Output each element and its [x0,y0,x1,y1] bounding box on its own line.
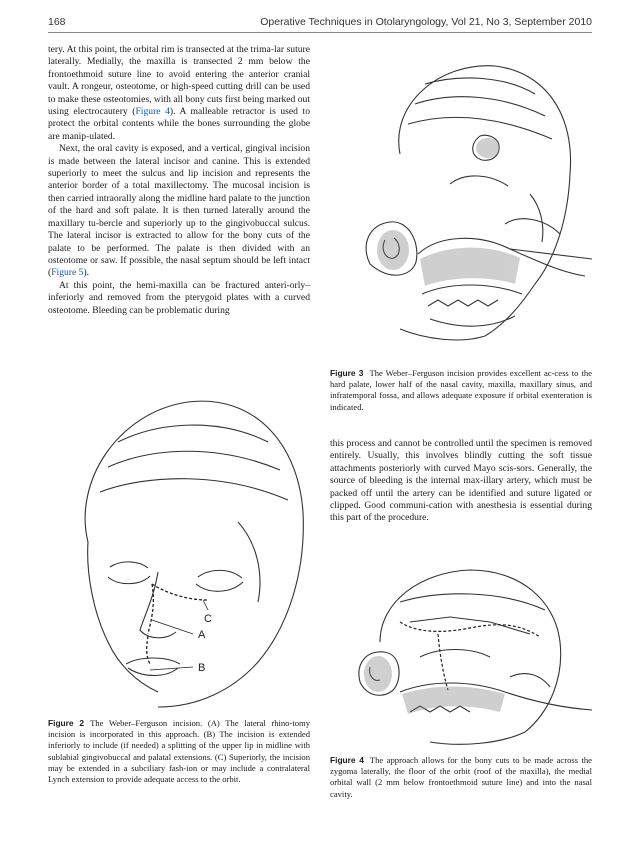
figure-4-label: Figure 4 [330,755,364,765]
figure-2-marker-b: B [198,662,206,674]
body-paragraph [48,280,310,317]
body-paragraph [48,44,310,143]
page-number: 168 [48,16,66,28]
figure-2-illustration [48,372,313,712]
figure-3-illustration [330,44,592,360]
figure-2-caption [48,718,310,785]
body-text: Next, the oral cavity is exposed, and a vertical, gingival incision is made between the lateral incisor and canine. This is extended superiorly to meet the sulcus and lip incision and represents the anterior border of a total maxillectomy. The mucosal incision is then carried intraorally along the midline hard palate to the junction of the hard and soft palate. It is then turned laterally around the maxillary tu-bercle and superiorly up to the gingivobuccal sulcus. The lateral incisor is extracted to allow for the bony cuts of the palate to be performed. The palate is then divided with an osteotome or saw. If possible, the nasal septum should be left intact ( [48,143,310,279]
header-rule [48,32,592,33]
figure-4-illustration [340,562,592,747]
body-text: ). A malleable retractor is used to protect the orbital contents while the bones surrounding the globe are manip-ulated. [48,106,311,142]
figure-2-marker-a: A [198,629,206,641]
figure-4-caption [330,755,592,800]
figure-2-marker-c: C [204,613,212,625]
right-column-text [330,438,592,525]
body-text: At this point, the hemi-maxilla can be fractured anteri-orly–inferiorly and removed from the pterygoid plates with a curved osteotome. Bleeding can be problematic during [48,279,310,316]
figure-reference-link[interactable]: Figure 5 [51,267,84,279]
figure-3-caption [330,368,592,413]
body-paragraph [48,143,310,279]
journal-citation: Operative Techniques in Otolaryngology, Vol 21, No 3, September 2010 [260,16,592,28]
figure-4-caption-text: The approach allows for the bony cuts to be made across the zygoma laterally, the floor of the orbit (roof of the maxilla), the medial orbital wall (2 mm below frontoethmoid suture line) and into the nasal cavity. [330,755,592,799]
figure-2-label: Figure 2 [48,718,85,728]
figure-3-label: Figure 3 [330,368,364,378]
body-text: tery. At this point, the orbital rim is transected at the trima-lar suture laterally. Medially, the maxilla is transected 2 mm below the frontoethmoid suture line to avoid entering the anterior cranial vault. A rongeur, osteotome, or high-speed cutting drill can be used to make these osteotomies, with all bony cuts first being marked out using electrocautery ( [48,44,310,118]
figure-3-caption-text: The Weber–Ferguson incision provides excellent ac-cess to the hard palate, lower half of the nasal cavity, maxilla, maxillary sinus, and infratemporal fossa, and allows adequate exposure if orbital exenteration is indicated. [330,368,592,412]
body-text: this process and cannot be controlled until the specimen is removed entirely. Usually, this involves blindly cutting the soft tissue attachments posteriorly with curved Mayo scis-sors. Generally, the source of bleeding is the internal max-illary artery, which must be packed off until the artery can be identified and suture ligated or clipped. Good communi-cation with anesthesia is essential during this part of the procedure. [330,438,592,524]
body-paragraph [330,438,592,525]
body-text: ). [83,267,90,279]
running-header [48,14,592,32]
figure-reference-link[interactable]: Figure 4 [135,106,170,118]
left-column-text [48,44,310,317]
figure-2-caption-text: The Weber–Ferguson incision. (A) The lateral rhino-tomy incision is incorporated in this approach. (B) The incision is extended inferiorly to include (if needed) a splitting of the upper lip in midline with sublabial gingivobuccal and palatal extensions. (C) Superiorly, the incision may be extended in a subciliary fash-ion or may include a contralateral Lynch extension to provide adequate access to the orbit. [48,718,310,785]
